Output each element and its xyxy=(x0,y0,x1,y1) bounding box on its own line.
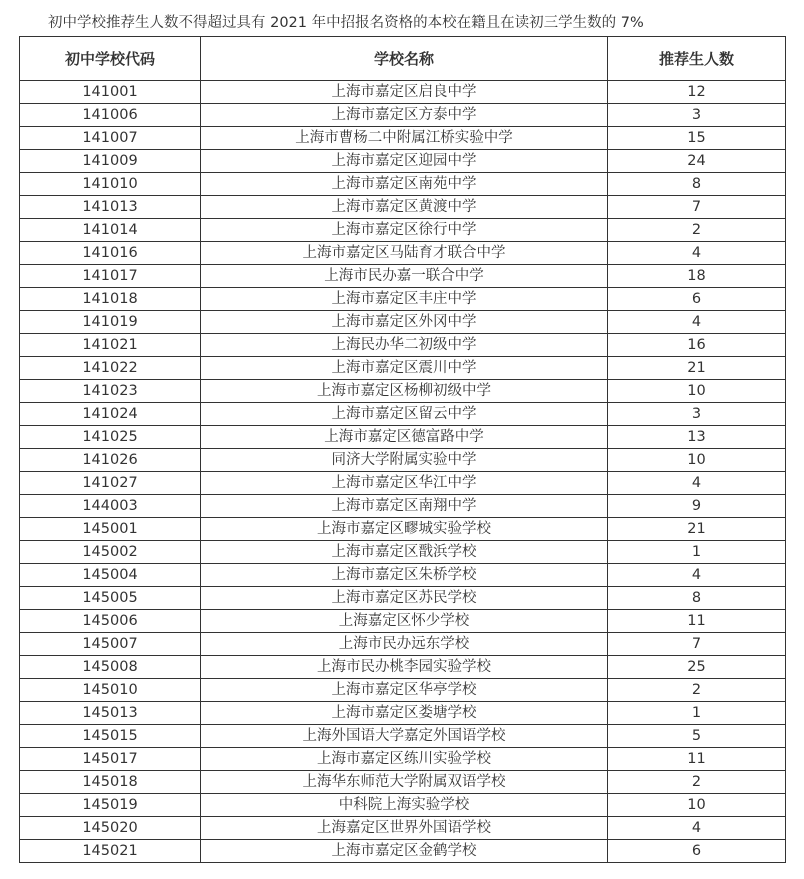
school-code-cell: 141024 xyxy=(20,403,201,426)
table-row xyxy=(20,541,786,564)
school-name-cell: 上海市嘉定区苏民学校 xyxy=(201,587,608,610)
table-row xyxy=(20,495,786,518)
recommend-count-cell: 4 xyxy=(608,311,786,334)
recommend-count-cell: 5 xyxy=(608,725,786,748)
table-row xyxy=(20,564,786,587)
header-school-code: 初中学校代码 xyxy=(20,37,201,81)
school-code-cell: 145008 xyxy=(20,656,201,679)
recommend-count-cell: 4 xyxy=(608,242,786,265)
table-row xyxy=(20,472,786,495)
school-name-cell: 上海嘉定区世界外国语学校 xyxy=(201,817,608,840)
school-code-cell: 141009 xyxy=(20,150,201,173)
table-row xyxy=(20,127,786,150)
table-body xyxy=(20,81,786,863)
school-name-cell: 上海市嘉定区启良中学 xyxy=(201,81,608,104)
school-code-cell: 145015 xyxy=(20,725,201,748)
table-row xyxy=(20,748,786,771)
schools-table xyxy=(19,36,786,863)
recommend-count-cell: 8 xyxy=(608,173,786,196)
table-row xyxy=(20,173,786,196)
recommend-count-cell: 8 xyxy=(608,587,786,610)
recommend-count-cell: 6 xyxy=(608,288,786,311)
table-row xyxy=(20,242,786,265)
school-code-cell: 145021 xyxy=(20,840,201,863)
table-row xyxy=(20,587,786,610)
recommend-count-cell: 6 xyxy=(608,840,786,863)
school-name-cell: 上海市嘉定区华江中学 xyxy=(201,472,608,495)
table-row xyxy=(20,449,786,472)
school-name-cell: 上海市曹杨二中附属江桥实验中学 xyxy=(201,127,608,150)
recommend-count-cell: 2 xyxy=(608,771,786,794)
table-row xyxy=(20,288,786,311)
recommend-count-cell: 12 xyxy=(608,81,786,104)
table-row xyxy=(20,150,786,173)
school-code-cell: 141017 xyxy=(20,265,201,288)
table-row xyxy=(20,196,786,219)
school-name-cell: 上海市嘉定区马陆育才联合中学 xyxy=(201,242,608,265)
school-code-cell: 145017 xyxy=(20,748,201,771)
school-name-cell: 上海市民办远东学校 xyxy=(201,633,608,656)
recommend-count-cell: 11 xyxy=(608,748,786,771)
table-row xyxy=(20,357,786,380)
school-name-cell: 同济大学附属实验中学 xyxy=(201,449,608,472)
school-name-cell: 上海嘉定区怀少学校 xyxy=(201,610,608,633)
recommend-count-cell: 4 xyxy=(608,472,786,495)
school-name-cell: 上海市嘉定区南苑中学 xyxy=(201,173,608,196)
recommend-count-cell: 13 xyxy=(608,426,786,449)
school-name-cell: 上海市嘉定区疁城实验学校 xyxy=(201,518,608,541)
recommend-count-cell: 2 xyxy=(608,219,786,242)
school-name-cell: 上海市嘉定区杨柳初级中学 xyxy=(201,380,608,403)
school-code-cell: 141016 xyxy=(20,242,201,265)
table-row xyxy=(20,380,786,403)
table-row xyxy=(20,518,786,541)
school-name-cell: 上海民办华二初级中学 xyxy=(201,334,608,357)
school-code-cell: 145019 xyxy=(20,794,201,817)
table-row xyxy=(20,702,786,725)
recommend-count-cell: 24 xyxy=(608,150,786,173)
table-row xyxy=(20,679,786,702)
table-row xyxy=(20,265,786,288)
school-code-cell: 141014 xyxy=(20,219,201,242)
recommend-count-cell: 3 xyxy=(608,104,786,127)
recommend-count-cell: 4 xyxy=(608,817,786,840)
school-code-cell: 145010 xyxy=(20,679,201,702)
recommend-count-cell: 16 xyxy=(608,334,786,357)
school-code-cell: 141001 xyxy=(20,81,201,104)
table-row xyxy=(20,771,786,794)
recommend-count-cell: 4 xyxy=(608,564,786,587)
school-code-cell: 141026 xyxy=(20,449,201,472)
table-row xyxy=(20,610,786,633)
recommend-count-cell: 15 xyxy=(608,127,786,150)
school-name-cell: 上海市嘉定区华亭学校 xyxy=(201,679,608,702)
recommend-count-cell: 10 xyxy=(608,794,786,817)
recommend-count-cell: 1 xyxy=(608,702,786,725)
school-name-cell: 上海市民办嘉一联合中学 xyxy=(201,265,608,288)
recommend-count-cell: 21 xyxy=(608,357,786,380)
table-row xyxy=(20,334,786,357)
header-recommend-count: 推荐生人数 xyxy=(608,37,786,81)
school-code-cell: 141025 xyxy=(20,426,201,449)
school-name-cell: 上海市嘉定区丰庄中学 xyxy=(201,288,608,311)
school-code-cell: 145007 xyxy=(20,633,201,656)
school-code-cell: 145006 xyxy=(20,610,201,633)
school-code-cell: 145002 xyxy=(20,541,201,564)
school-name-cell: 上海市嘉定区南翔中学 xyxy=(201,495,608,518)
recommend-count-cell: 11 xyxy=(608,610,786,633)
school-code-cell: 145001 xyxy=(20,518,201,541)
school-name-cell: 上海市嘉定区震川中学 xyxy=(201,357,608,380)
school-name-cell: 上海市嘉定区方泰中学 xyxy=(201,104,608,127)
header-school-name: 学校名称 xyxy=(201,37,608,81)
school-name-cell: 中科院上海实验学校 xyxy=(201,794,608,817)
recommend-count-cell: 2 xyxy=(608,679,786,702)
school-name-cell: 上海市嘉定区朱桥学校 xyxy=(201,564,608,587)
school-code-cell: 145020 xyxy=(20,817,201,840)
school-name-cell: 上海市民办桃李园实验学校 xyxy=(201,656,608,679)
table-row xyxy=(20,403,786,426)
school-code-cell: 141023 xyxy=(20,380,201,403)
table-row xyxy=(20,817,786,840)
school-code-cell: 145005 xyxy=(20,587,201,610)
school-code-cell: 141006 xyxy=(20,104,201,127)
table-row xyxy=(20,219,786,242)
table-row xyxy=(20,311,786,334)
school-code-cell: 145018 xyxy=(20,771,201,794)
header-row xyxy=(20,37,786,81)
school-name-cell: 上海外国语大学嘉定外国语学校 xyxy=(201,725,608,748)
school-name-cell: 上海市嘉定区练川实验学校 xyxy=(201,748,608,771)
table-row xyxy=(20,633,786,656)
school-name-cell: 上海市嘉定区黄渡中学 xyxy=(201,196,608,219)
school-name-cell: 上海华东师范大学附属双语学校 xyxy=(201,771,608,794)
table-row xyxy=(20,725,786,748)
table-row xyxy=(20,81,786,104)
recommend-count-cell: 18 xyxy=(608,265,786,288)
school-code-cell: 141027 xyxy=(20,472,201,495)
table-row xyxy=(20,656,786,679)
recommend-count-cell: 21 xyxy=(608,518,786,541)
school-code-cell: 141022 xyxy=(20,357,201,380)
table-row xyxy=(20,840,786,863)
school-name-cell: 上海市嘉定区外冈中学 xyxy=(201,311,608,334)
school-code-cell: 141021 xyxy=(20,334,201,357)
recommend-count-cell: 10 xyxy=(608,380,786,403)
recommend-count-cell: 9 xyxy=(608,495,786,518)
school-code-cell: 145004 xyxy=(20,564,201,587)
school-name-cell: 上海市嘉定区戬浜学校 xyxy=(201,541,608,564)
school-code-cell: 141007 xyxy=(20,127,201,150)
school-name-cell: 上海市嘉定区徐行中学 xyxy=(201,219,608,242)
table-caption: 初中学校推荐生人数不得超过具有 2021 年中招报名资格的本校在籍且在读初三学生数的 7% xyxy=(48,15,644,31)
recommend-count-cell: 3 xyxy=(608,403,786,426)
recommend-count-cell: 1 xyxy=(608,541,786,564)
school-name-cell: 上海市嘉定区迎园中学 xyxy=(201,150,608,173)
school-code-cell: 141013 xyxy=(20,196,201,219)
school-code-cell: 141010 xyxy=(20,173,201,196)
recommend-count-cell: 7 xyxy=(608,196,786,219)
recommend-count-cell: 7 xyxy=(608,633,786,656)
school-name-cell: 上海市嘉定区金鹤学校 xyxy=(201,840,608,863)
recommend-count-cell: 25 xyxy=(608,656,786,679)
school-name-cell: 上海市嘉定区娄塘学校 xyxy=(201,702,608,725)
table-row xyxy=(20,426,786,449)
school-code-cell: 144003 xyxy=(20,495,201,518)
table-row xyxy=(20,794,786,817)
school-name-cell: 上海市嘉定区留云中学 xyxy=(201,403,608,426)
table-row xyxy=(20,104,786,127)
school-code-cell: 141018 xyxy=(20,288,201,311)
recommend-count-cell: 10 xyxy=(608,449,786,472)
table-header xyxy=(20,37,786,81)
school-code-cell: 141019 xyxy=(20,311,201,334)
school-name-cell: 上海市嘉定区德富路中学 xyxy=(201,426,608,449)
school-code-cell: 145013 xyxy=(20,702,201,725)
